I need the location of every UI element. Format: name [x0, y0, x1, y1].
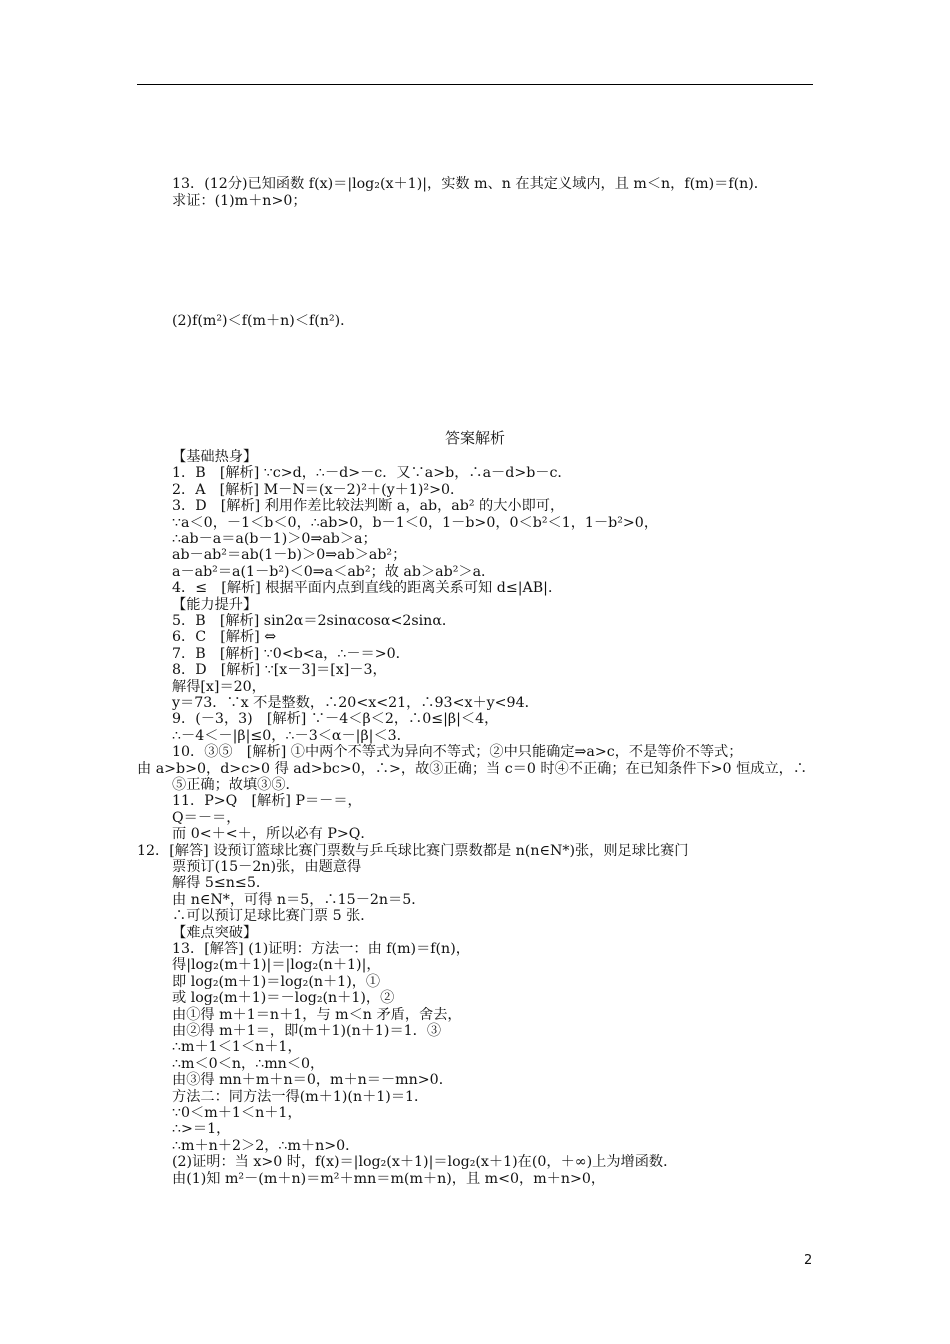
- answer-line: 解得 5≤n≤5．: [172, 875, 271, 892]
- answer-line: 4．≤ [解析] 根据平面内点到直线的距离关系可知 d≤|AB|．: [172, 580, 563, 597]
- problem-13-line3: (2)f(m²)＜f(m＋n)＜f(n²)．: [172, 313, 355, 329]
- answer-line: 7．B [解析] ∵0<b<a，∴－＝>0．: [172, 645, 410, 662]
- answer-line: Q＝－＝，: [172, 809, 241, 826]
- answer-line: 6．C [解析] ⇔: [172, 629, 277, 646]
- answer-line: 由 n∈N*，可得 n＝5，∴15－2n＝5．: [172, 891, 426, 908]
- answer-line: 由①得 m＋1＝n＋1，与 m＜n 矛盾，舍去，: [172, 1006, 462, 1023]
- header-rule: [137, 84, 813, 85]
- answer-line: a－ab²＝a(1－b²)＜0⇒a＜ab²；故 ab＞ab²＞a．: [172, 563, 496, 580]
- answer-line: 方法二：同方法一得(m＋1)(n＋1)＝1．: [172, 1088, 429, 1105]
- answer-line: 1．B [解析] ∵c>d，∴－d>－c．又∵a>b，∴a－d>b－c．: [172, 465, 572, 482]
- answer-line: 由③得 mn＋m＋n＝0，m＋n＝－mn>0．: [172, 1072, 453, 1089]
- answer-line: 【能力提升】: [172, 596, 258, 613]
- answer-line: ⑤正确；故填③⑤．: [172, 777, 300, 793]
- answer-title: 答案解析: [444, 429, 505, 447]
- answer-line: 解得[x]＝20，: [172, 678, 266, 695]
- answer-line: ∴m＋1＜1＜n＋1，: [172, 1039, 302, 1056]
- answer-line: 票预订(15－2n)张，由题意得: [172, 859, 362, 875]
- answer-line: 【基础热身】: [172, 449, 258, 465]
- answer-line: ∴－4＜－|β|≤0，∴－3＜α－|β|＜3．: [172, 727, 411, 744]
- answer-line: ∵a＜0，－1＜b＜0，∴ab>0，b－1＜0，1－b>0，0＜b²＜1，1－b²>0，: [172, 514, 659, 531]
- answer-line: 9．(－3，3) [解析] ∵－4＜β＜2，∴0≤|β|＜4，: [172, 711, 499, 728]
- answer-line: 2．A [解析] M－N＝(x－2)²＋(y＋1)²>0．: [172, 481, 465, 498]
- answer-line: 即 log₂(m＋1)＝log₂(n＋1)，①: [172, 973, 381, 990]
- answer-line: 由②得 m＋1＝，即(m＋1)(n＋1)＝1．③: [172, 1023, 442, 1039]
- answer-line: 3．D [解析] 利用作差比较法判断 a，ab，ab² 的大小即可，: [172, 498, 565, 515]
- answer-line: y＝73．∵x 不是整数，∴20<x<21，∴93<x＋y<94．: [172, 695, 539, 711]
- answer-line: 【难点突破】: [172, 924, 258, 941]
- answer-line: ∴>＝1，: [172, 1121, 231, 1138]
- answer-line: 8．D [解析] ∵[x－3]＝[x]－3，: [172, 662, 387, 679]
- answer-line: 13．[解答] (1)证明：方法一：由 f(m)＝f(n)，: [172, 941, 470, 957]
- answer-line: 12．[解答] 设预订篮球比赛门票数与乒乓球比赛门票数都是 n(n∈N*)张，则足球比赛门: [137, 842, 689, 859]
- answer-line: 由(1)知 m²－(m＋n)＝m²＋mn＝m(m＋n)，且 m<0，m＋n>0，: [172, 1170, 606, 1187]
- problem-13-line2: 求证：(1)m＋n>0；: [172, 193, 307, 209]
- answer-line: 10．③⑤ [解析] ①中两个不等式为异向不等式；②中只能确定⇒a>c，不是等价不等式；: [172, 744, 743, 761]
- answer-line: 由 a>b>0，d>c>0 得 ad>bc>0，∴>，故③正确；当 c＝0 时④不正确；在已知条件下>0 恒成立，∴: [137, 760, 808, 777]
- answer-line: 11．P>Q [解析] P＝－＝，: [172, 793, 362, 810]
- answer-line: 5．B [解析] sin2α＝2sinαcosα<2sinα．: [172, 613, 457, 629]
- problem-13-line1: 13．(12分)已知函数 f(x)＝|log₂(x＋1)|，实数 m、n 在其定义域内，且 m＜n，f(m)＝f(n)．: [172, 176, 768, 192]
- answer-line: 得|log₂(m＋1)|＝|log₂(n＋1)|，: [172, 957, 381, 974]
- answer-line: (2)证明：当 x>0 时，f(x)＝|log₂(x＋1)|＝log₂(x＋1)在(0，＋∞)上为增函数．: [172, 1154, 678, 1171]
- answer-line: ∴m＋n＋2＞2，∴m＋n>0．: [172, 1137, 360, 1154]
- answer-line: ∵0＜m＋1＜n＋1，: [172, 1105, 302, 1121]
- answer-line: ∴可以预订足球比赛门票 5 张．: [172, 908, 375, 925]
- answer-line: ab－ab²＝ab(1－b)＞0⇒ab＞ab²；: [172, 547, 407, 564]
- answer-line: 而 0<＋<＋，所以必有 P>Q．: [172, 826, 375, 843]
- answer-line: ∴m＜0＜n，∴mn＜0，: [172, 1055, 325, 1072]
- answer-line: 或 log₂(m＋1)＝－log₂(n＋1)，②: [172, 990, 395, 1007]
- page-number: 2: [804, 1253, 813, 1268]
- answer-line: ∴ab－a＝a(b－1)＞0⇒ab＞a；: [172, 531, 377, 547]
